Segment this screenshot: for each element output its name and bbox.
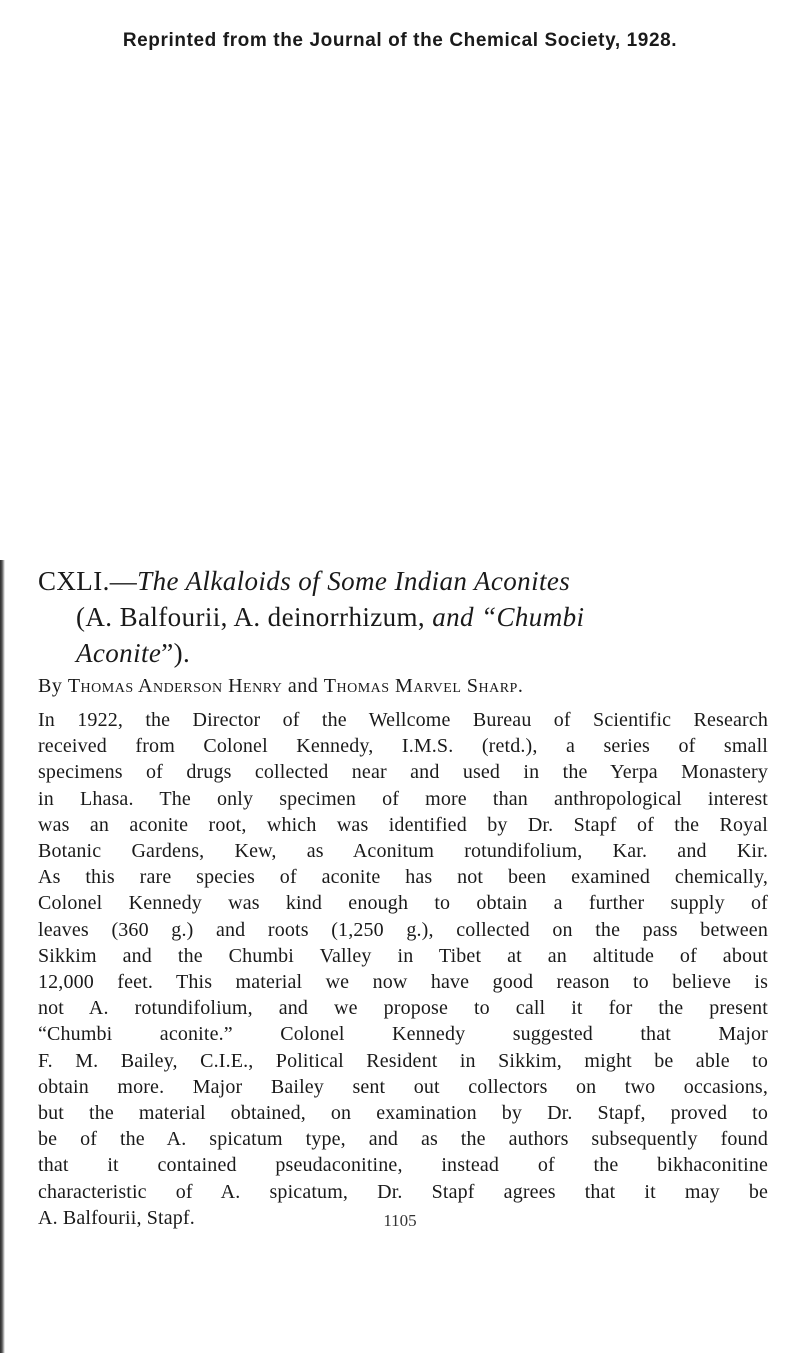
title-chumbi-italic: and “Chumbi [432, 602, 585, 632]
body-line: but the material obtained, on examination by Dr. Stapf, proved to [38, 1102, 768, 1125]
title-line-1 [38, 563, 773, 599]
title-main-italic: The Alkaloids of Some Indian Aconites [137, 566, 571, 596]
author-1: Thomas Anderson Henry [67, 675, 283, 697]
body-line: Colonel Kennedy was kind enough to obtain a further supply of [38, 892, 768, 915]
reprint-header: Reprinted from the Journal of the Chemical Society, 1928. [122, 30, 678, 51]
author-byline [38, 675, 773, 698]
body-line: In 1922, the Director of the Wellcome Bureau of Scientific Research [38, 709, 768, 731]
title-closing: ”). [161, 638, 191, 668]
body-line: F. M. Bailey, C.I.E., Political Resident in Sikkim, might be able to [38, 1049, 768, 1072]
body-line: As this rare species of aconite has not been examined chemically, [38, 866, 768, 889]
body-line: Botanic Gardens, Kew, as Aconitum rotundifolium, Kar. and Kir. [38, 840, 768, 863]
body-line: A. Balfourii, Stapf. [38, 1206, 195, 1229]
title-aconite-italic: Aconite [76, 638, 162, 668]
body-line: 12,000 feet. This material we now have good reason to believe is [38, 971, 768, 994]
body-line: leaves (360 g.) and roots (1,250 g.), collected on the pass between [38, 918, 768, 941]
author-2: Thomas Marvel Sharp. [323, 675, 524, 697]
body-line: received from Colonel Kennedy, I.M.S. (retd.), a series of small [38, 735, 768, 758]
body-line: was an aconite root, which was identified by Dr. Stapf of the Royal [38, 813, 768, 836]
body-line: “Chumbi aconite.” Colonel Kennedy suggested that Major [38, 1023, 768, 1046]
page-number: 1105 [383, 1211, 417, 1230]
page-binding-edge [0, 560, 5, 1353]
article-number: CXLI.— [38, 566, 138, 596]
title-species-list: (A. Balfourii, A. deinorrhizum, [76, 602, 433, 632]
article-title [38, 563, 773, 671]
body-line: be of the A. spicatum type, and as the authors subsequently found [38, 1128, 768, 1151]
body-line: not A. rotundifolium, and we propose to call it for the present [38, 997, 768, 1020]
body-line: that it contained pseudaconitine, instead of the bikhaconitine [38, 1154, 768, 1177]
body-line: Sikkim and the Chumbi Valley in Tibet at an altitude of about [38, 944, 768, 967]
body-line: in Lhasa. The only specimen of more than anthropological interest [38, 787, 768, 810]
byline-prefix: By [38, 675, 63, 697]
byline-conjunction: and [287, 675, 319, 697]
title-line-3 [38, 635, 773, 671]
body-line: obtain more. Major Bailey sent out collectors on two occasions, [38, 1075, 768, 1098]
title-line-2 [38, 599, 773, 635]
body-line: specimens of drugs collected near and used in the Yerpa Monastery [38, 761, 768, 784]
article-body [38, 707, 768, 1231]
body-line: characteristic of A. spicatum, Dr. Stapf agrees that it may be [38, 1180, 768, 1203]
